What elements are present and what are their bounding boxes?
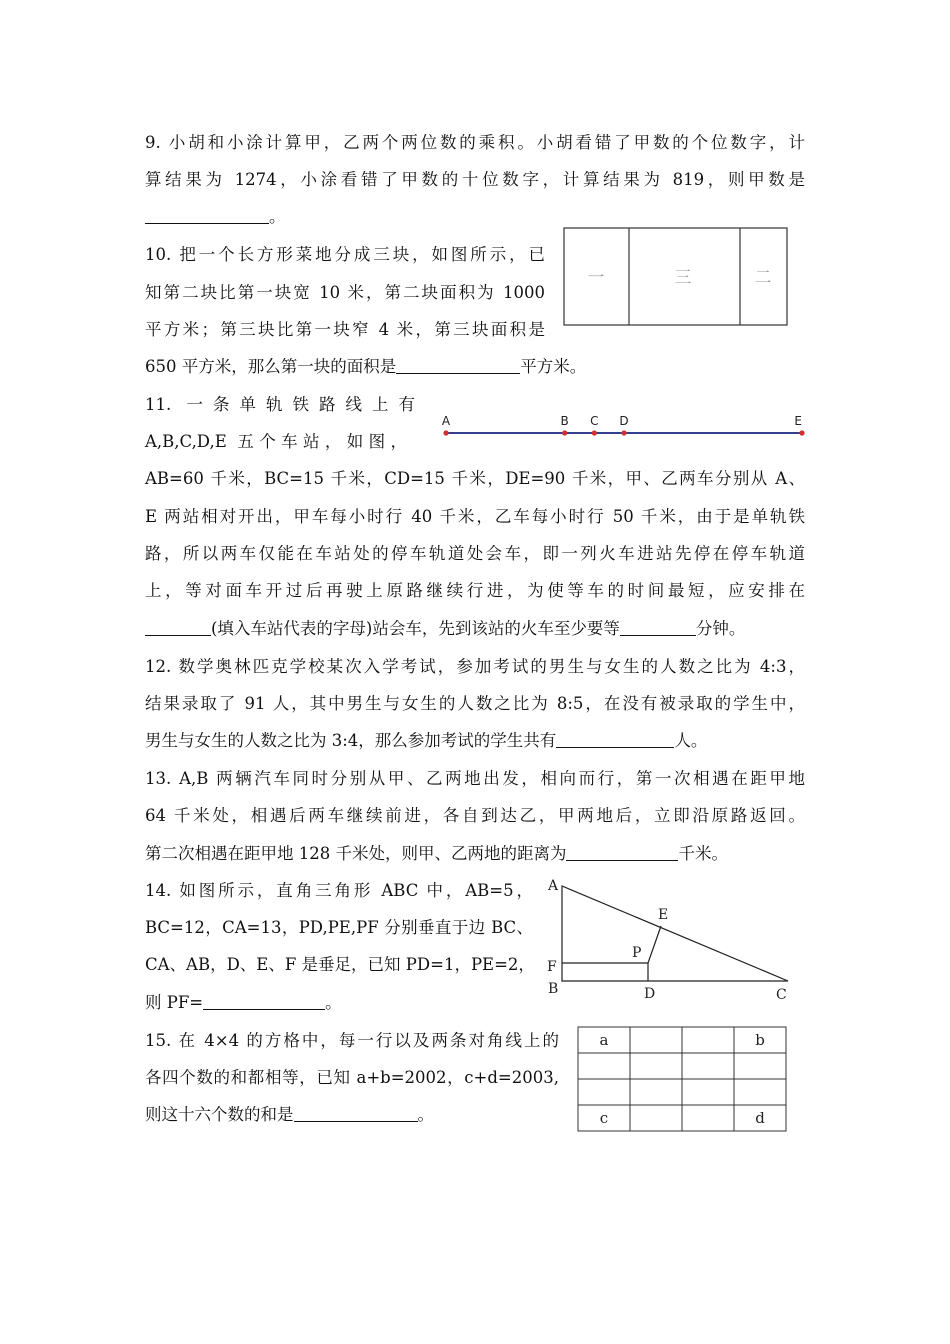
answer-blank-q9[interactable]	[145, 207, 269, 224]
triangle-label-p: P	[632, 945, 642, 961]
q15-line-3-post: 。	[417, 1105, 434, 1124]
q12-line-3	[145, 729, 707, 753]
station-dot-d	[621, 430, 626, 435]
q13-line-3	[145, 842, 728, 866]
q10-line-3: 平方米；第三块比第一块窄 4 米，第三块面积是	[145, 320, 545, 339]
triangle-label-b: B	[548, 981, 559, 997]
q12-line-3-pre: 男生与女生的人数之比为 3:4，那么参加考试的学生共有	[145, 731, 557, 750]
answer-blank-q14[interactable]	[203, 993, 325, 1010]
answer-blank-q12[interactable]	[556, 731, 674, 748]
q12-line-1: 12. 数学奥林匹克学校某次入学考试，参加考试的男生与女生的人数之比为 4:3，	[145, 657, 805, 676]
q11-line-4: E 两站相对开出，甲车每小时行 40 千米，乙车每小时行 50 千米，由于是单轨铁	[145, 507, 805, 526]
q11-line-6: 上，等对面车开过后再驶上原路继续行进，为使等车的时间最短，应安排在	[145, 581, 805, 600]
q15-line-3-pre: 则这十六个数的和是	[145, 1105, 294, 1124]
q10-line-4-post: 平方米。	[520, 357, 587, 376]
triangle-label-c: C	[776, 987, 787, 1003]
q14-line-1: 14. 如图所示，直角三角形 ABC 中，AB=5，	[145, 881, 533, 900]
field-label-1: 一	[587, 268, 605, 288]
q13-line-3-pre: 第二次相遇在距甲地 128 千米处，则甲、乙两地的距离为	[145, 844, 567, 863]
q10-line-1: 10. 把一个长方形菜地分成三块，如图所示，已	[145, 245, 545, 264]
q15-line-2: 各四个数的和都相等，已知 a+b=2002，c+d=2003,	[145, 1068, 559, 1087]
q14-line-4-post: 。	[325, 993, 342, 1012]
grid-label-a: a	[599, 1031, 609, 1049]
station-dot-a	[443, 430, 448, 435]
q13-line-1: 13. A,B 两辆汽车同时分别从甲、乙两地出发，相向而行，第一次相遇在距甲地	[145, 769, 805, 788]
answer-blank-q15[interactable]	[294, 1105, 418, 1122]
answer-blank-q10[interactable]	[396, 357, 520, 374]
field-label-3: 三	[674, 268, 692, 288]
grid-cell-r2-c1	[630, 1079, 682, 1105]
station-label-c: C	[590, 414, 599, 428]
q9-line-1: 9. 小胡和小涂计算甲，乙两个两位数的乘积。小胡看错了甲数的个位数字，计	[145, 133, 805, 152]
q9-line-3	[145, 205, 286, 229]
grid-cell-r1-c0	[578, 1053, 630, 1079]
q10-field-diagram	[563, 227, 789, 327]
station-label-e: E	[794, 414, 802, 428]
q15-line-3	[145, 1103, 434, 1127]
grid-label-d: d	[755, 1109, 765, 1127]
grid-cell-r1-c2	[682, 1053, 734, 1079]
grid-cell-r2-c0	[578, 1079, 630, 1105]
q11-line-1: 11. 一条单轨铁路线上有	[145, 395, 415, 414]
grid-label-c: c	[599, 1109, 609, 1127]
q14-line-4	[145, 991, 342, 1015]
grid-cell-r1-c3	[734, 1053, 786, 1079]
station-dot-b	[562, 430, 567, 435]
q11-line-7-end: 分钟。	[695, 619, 746, 638]
triangle-abc	[562, 886, 788, 981]
q9-line-2: 算结果为 1274，小涂看错了甲数的十位数字，计算结果为 819，则甲数是	[145, 170, 805, 189]
station-label-d: D	[619, 414, 629, 428]
triangle-label-f: F	[547, 959, 557, 975]
q10-line-4	[145, 355, 586, 379]
q11-line-7	[145, 617, 745, 641]
triangle-label-a: A	[548, 878, 559, 894]
q14-triangle-diagram	[540, 876, 800, 1004]
triangle-label-e: E	[658, 907, 669, 923]
q10-line-4-pre: 650 平方米，那么第一块的面积是	[145, 357, 397, 376]
grid-cell-r3-c2	[682, 1105, 734, 1131]
station-dot-e	[799, 430, 804, 435]
q15-grid-diagram	[577, 1026, 787, 1132]
answer-blank-q11-station[interactable]	[145, 619, 211, 636]
q14-line-4-pre: 则 PF=	[145, 993, 204, 1012]
q11-line-7-mid: (填入车站代表的字母)站会车，先到该站的火车至少要等	[211, 619, 620, 638]
grid-cell-r0-c1	[630, 1027, 682, 1053]
q12-line-2: 结果录取了 91 人，其中男生与女生的人数之比为 8:5，在没有被录取的学生中，	[145, 694, 805, 713]
grid-cell-r3-c1	[630, 1105, 682, 1131]
triangle-label-d: D	[644, 986, 656, 1002]
grid-cell-r2-c3	[734, 1079, 786, 1105]
segment-pe	[648, 926, 661, 963]
grid-label-b: b	[755, 1031, 765, 1049]
q11-line-5: 路，所以两车仅能在车站处的停车轨道处会车，即一列火车进站先停在停车轨道	[145, 544, 805, 563]
station-label-a: A	[441, 414, 451, 428]
q13-line-2: 64 千米处，相遇后两车继续前进，各自到达乙，甲两地后，立即沿原路返回。	[145, 806, 805, 825]
grid-cell-r1-c1	[630, 1053, 682, 1079]
station-dot-c	[592, 430, 597, 435]
q14-line-3: CA、AB，D、E、F 是垂足，已知 PD=1，PE=2，	[145, 955, 535, 974]
q12-line-3-post: 人。	[674, 731, 708, 750]
grid-cell-r2-c2	[682, 1079, 734, 1105]
answer-blank-q13[interactable]	[566, 844, 678, 861]
q9-tail: 。	[269, 207, 286, 226]
field-label-2: 二	[754, 268, 772, 288]
q11-line-3: AB=60 千米，BC=15 千米，CD=15 千米，DE=90 千米，甲、乙两车分别从 A、	[145, 469, 805, 488]
answer-blank-q11-minutes[interactable]	[620, 619, 696, 636]
grid-cell-r0-c2	[682, 1027, 734, 1053]
q11-railway-diagram	[438, 410, 810, 440]
q11-line-2: A,B,C,D,E 五个车站，如图，	[145, 432, 407, 451]
q13-line-3-post: 千米。	[678, 844, 728, 863]
q10-line-2: 知第二块比第一块宽 10 米，第二块面积为 1000	[145, 283, 545, 302]
q14-line-2: BC=12，CA=13，PD,PE,PF 分别垂直于边 BC、	[145, 918, 533, 937]
station-label-b: B	[560, 414, 569, 428]
q15-line-1: 15. 在 4×4 的方格中，每一行以及两条对角线上的	[145, 1031, 559, 1050]
